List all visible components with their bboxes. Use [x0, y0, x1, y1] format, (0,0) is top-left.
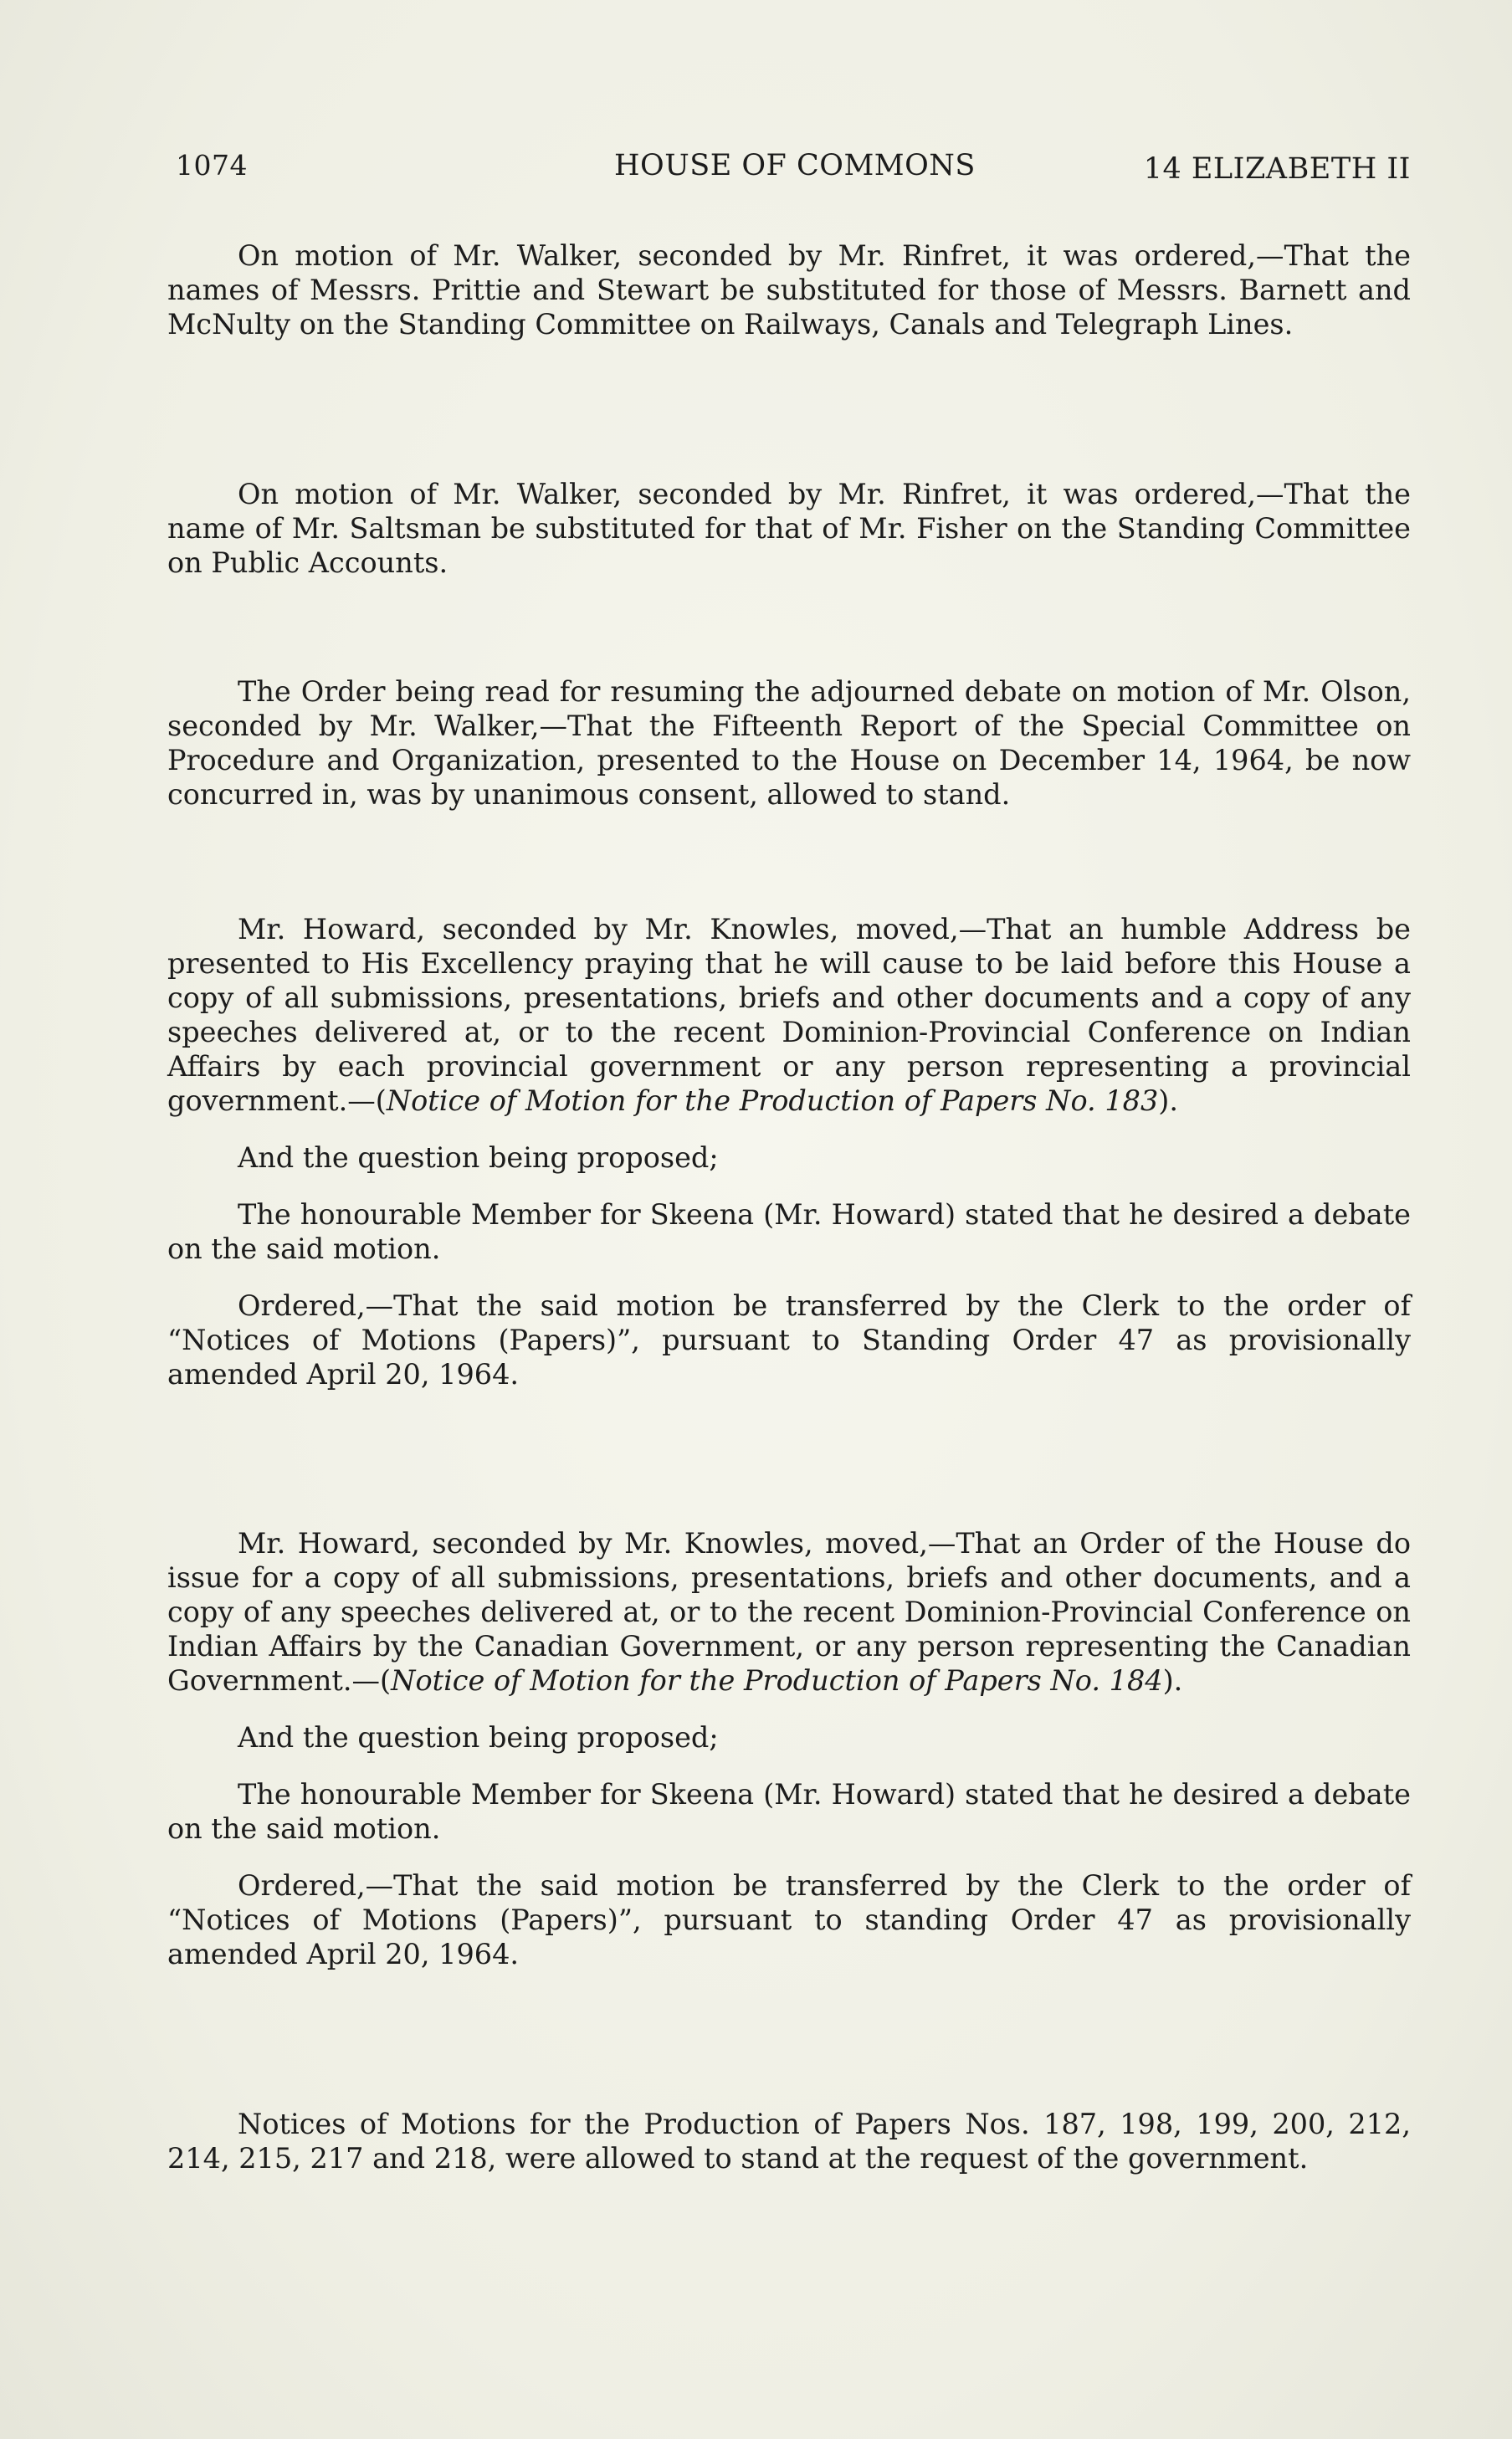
motion-reference-close: ). [1158, 1084, 1178, 1117]
running-header [176, 149, 1411, 191]
paragraph: Notices of Motions for the Production of Papers Nos. 187, 198, 199, 200, 212, 214, 215, 217 and 218, were allowed to stand at the request of the government. [167, 2108, 1411, 2175]
paragraph: The Order being read for resuming the adjourned debate on motion of Mr. Olson, seconded by Mr. Walker,—That the Fifteenth Report of the Special Committee on Procedure and Organization, presented to the House on December 14, 1964, be now concurred in, was by unanimous consent, allowed to stand. [167, 675, 1411, 811]
section-motion-184 [167, 1526, 1411, 1971]
section-fifteenth-report [167, 674, 1411, 812]
motion-paragraph [167, 1526, 1411, 1698]
paragraph: Ordered,—That the said motion be transferred by the Clerk to the order of “Notices of Motions (Papers)”, pursuant to Standing Order 47 as provisionally amended April 20, 1964. [167, 1289, 1411, 1391]
paragraph: And the question being proposed; [238, 1721, 719, 1754]
page-number: 1074 [176, 149, 248, 182]
header-session: 14 ELIZABETH II [1143, 152, 1411, 186]
motion-reference: Notice of Motion for the Production of Papers No. 183 [386, 1084, 1159, 1117]
section-railways-committee [167, 238, 1411, 341]
section-notices-stand [167, 2107, 1411, 2175]
paragraph: On motion of Mr. Walker, seconded by Mr. Rinfret, it was ordered,—That the name of Mr. Saltsman be substituted for that of Mr. Fisher on the Standing Committee on Public Accounts. [167, 478, 1411, 579]
section-public-accounts [167, 477, 1411, 580]
paragraph: Ordered,—That the said motion be transferred by the Clerk to the order of “Notices of Motions (Papers)”, pursuant to standing Order 47 as provisionally amended April 20, 1964. [167, 1869, 1411, 1970]
motion-reference-close: ). [1162, 1664, 1183, 1697]
section-motion-183 [167, 912, 1411, 1391]
motion-text: Mr. Howard, seconded by Mr. Knowles, moved,—That an Order of the House do issue for a copy of all submissions, presentations, briefs and other documents, and a copy of any speeches delivered at, or to the recent Dominion-Provincial Conference on Indian Affairs by the Canadian Government, or any person representing the Canadian Government.—( [167, 1527, 1411, 1697]
paragraph: The honourable Member for Skeena (Mr. Howard) stated that he desired a debate on the said motion. [167, 1198, 1411, 1265]
header-title: HOUSE OF COMMONS [614, 149, 976, 182]
motion-paragraph [167, 912, 1411, 1118]
motion-text: Mr. Howard, seconded by Mr. Knowles, moved,—That an humble Address be presented to His Excellency praying that he will cause to be laid before this House a copy of all submissions, presentations, briefs and other documents and a copy of any speeches delivered at, or to the recent Dominion-Provincial Conference on Indian Affairs by each provincial government or any person representing a provincial government.—( [167, 913, 1411, 1117]
paragraph: The honourable Member for Skeena (Mr. Howard) stated that he desired a debate on the said motion. [167, 1778, 1411, 1845]
paragraph: And the question being proposed; [238, 1141, 719, 1174]
paragraph: On motion of Mr. Walker, seconded by Mr. Rinfret, it was ordered,—That the names of Messrs. Prittie and Stewart be substituted for those of Messrs. Barnett and McNulty on the Standing Committee on Railways, Canals and Telegraph Lines. [167, 239, 1411, 341]
motion-reference: Notice of Motion for the Production of Papers No. 184 [391, 1664, 1163, 1697]
